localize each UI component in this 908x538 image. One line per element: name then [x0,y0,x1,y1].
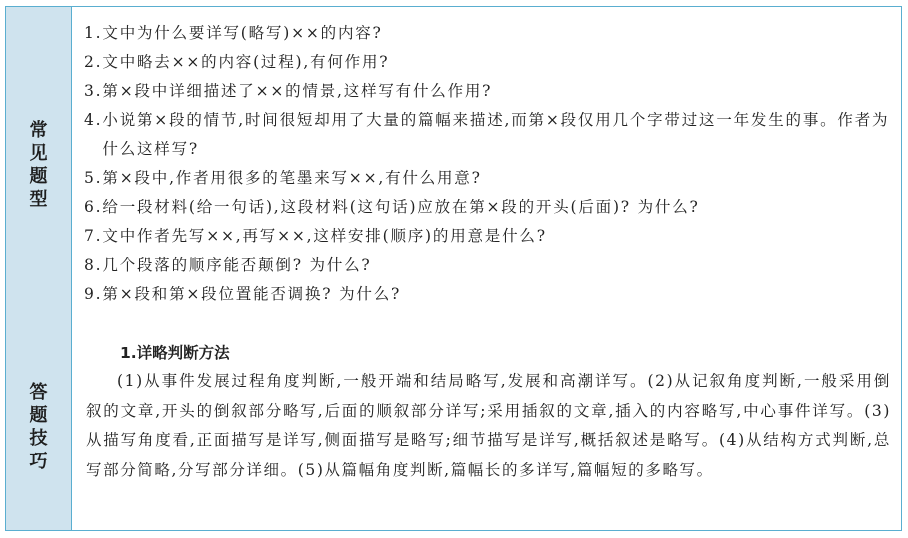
question-item [84,106,893,164]
question-text: 给一段材料(给一句话),这段材料(这句话)应放在第×段的开头(后面)? 为什么? [102,198,700,216]
question-text: 第×段中,作者用很多的笔墨来写××,有什么用意? [102,169,482,187]
question-number: 9. [84,285,103,303]
answer-skills-row [6,323,901,530]
question-number: 2. [84,53,103,71]
question-number: 8. [84,256,103,274]
question-item [84,193,893,222]
question-number: 5. [84,169,103,187]
question-number: 3. [84,82,103,100]
question-text: 文中作者先写××,再写××,这样安排(顺序)的用意是什么? [102,227,547,245]
question-number: 7. [84,227,103,245]
question-number: 4. [84,111,103,129]
question-item [84,280,893,309]
info-table [5,6,902,531]
common-types-content [72,7,901,323]
question-item [84,222,893,251]
question-list [72,7,901,309]
common-types-row [6,7,901,324]
question-item [84,48,893,77]
question-text: 几个段落的顺序能否颠倒? 为什么? [102,256,372,274]
question-text: 第×段中详细描述了××的情景,这样写有什么作用? [102,82,493,100]
question-text: 文中略去××的内容(过程),有何作用? [102,53,390,71]
common-types-header-cell [6,7,72,323]
question-item [84,77,893,106]
question-text: 第×段和第×段位置能否调换? 为什么? [102,285,402,303]
question-number: 6. [84,198,103,216]
answer-skills-label: 答题技巧 [29,381,48,472]
skills-title: 1.详略判断方法 [120,344,230,362]
question-number: 1. [84,24,103,42]
question-item [84,251,893,280]
question-text: 小说第×段的情节,时间很短却用了大量的篇幅来描述,而第×段仅用几个字带过这一年发生的事。作者为什么这样写? [102,111,890,158]
skills-body: (1)从事件发展过程角度判断,一般开端和结局略写,发展和高潮详写。(2)从记叙角度判断,一般采用倒叙的文章,开头的倒叙部分略写,后面的顺叙部分详写;采用插叙的文章,插入的内容略写,中心事件详写。(3)从描写角度看,正面描写是详写,侧面描写是略写;细节描写是详写,概括叙述是略写。(4)从结构方式判断,总写部分简略,分写部分详细。(5)从篇幅角度判断,篇幅长的多详写,篇幅短的多略写。 [86,372,891,479]
question-item [84,164,893,193]
common-types-label: 常见题型 [29,120,48,210]
answer-skills-header-cell [6,323,72,530]
question-item [84,19,893,48]
answer-skills-content [72,323,901,530]
question-text: 文中为什么要详写(略写)××的内容? [102,24,383,42]
